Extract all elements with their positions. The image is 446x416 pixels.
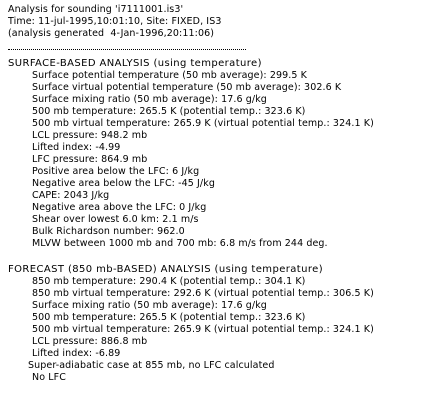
- surface-line: 500 mb virtual temperature: 265.9 K (virtual potential temp.: 324.1 K): [32, 118, 374, 129]
- header-divider: [8, 49, 246, 50]
- surface-line: Surface virtual potential temperature (50 mb average): 302.6 K: [32, 82, 342, 93]
- forecast-line: Lifted index: -6.89: [32, 348, 121, 359]
- surface-line: Negative area below the LFC: -45 J/kg: [32, 178, 215, 189]
- forecast-line: 850 mb temperature: 290.4 K (potential temp.: 304.1 K): [32, 276, 306, 287]
- forecast-line: 500 mb temperature: 265.5 K (potential temp.: 323.6 K): [32, 312, 306, 323]
- forecast-no-lfc: No LFC: [32, 372, 66, 383]
- forecast-line: 500 mb virtual temperature: 265.9 K (virtual potential temp.: 324.1 K): [32, 324, 374, 335]
- report-time-site: Time: 11-jul-1995,10:01:10, Site: FIXED, IS3: [8, 16, 222, 27]
- surface-line: Negative area above the LFC: 0 J/kg: [32, 202, 207, 213]
- surface-line: Bulk Richardson number: 962.0: [32, 226, 185, 237]
- forecast-section-title: FORECAST (850 mb-BASED) ANALYSIS (using temperature): [8, 264, 323, 275]
- forecast-line: 850 mb virtual temperature: 292.6 K (virtual potential temp.: 306.5 K): [32, 288, 374, 299]
- surface-line: 500 mb temperature: 265.5 K (potential temp.: 323.6 K): [32, 106, 306, 117]
- surface-line: LCL pressure: 948.2 mb: [32, 130, 148, 141]
- forecast-line: LCL pressure: 886.8 mb: [32, 336, 148, 347]
- surface-line: Surface mixing ratio (50 mb average): 17.6 g/kg: [32, 94, 267, 105]
- report-title: Analysis for sounding 'i7111001.is3': [8, 4, 184, 15]
- surface-line: Lifted index: -4.99: [32, 142, 121, 153]
- report-generated: (analysis generated 4-Jan-1996,20:11:06): [8, 28, 215, 39]
- surface-line: MLVW between 1000 mb and 700 mb: 6.8 m/s from 244 deg.: [32, 238, 328, 249]
- forecast-line: Surface mixing ratio (50 mb average): 17.6 g/kg: [32, 300, 267, 311]
- surface-line: LFC pressure: 864.9 mb: [32, 154, 148, 165]
- surface-section-title: SURFACE-BASED ANALYSIS (using temperature): [8, 58, 262, 69]
- surface-line: CAPE: 2043 J/kg: [32, 190, 110, 201]
- surface-line: Shear over lowest 6.0 km: 2.1 m/s: [32, 214, 199, 225]
- forecast-note: Super-adiabatic case at 855 mb, no LFC calculated: [28, 360, 275, 371]
- surface-line: Positive area below the LFC: 6 J/kg: [32, 166, 200, 177]
- surface-line: Surface potential temperature (50 mb average): 299.5 K: [32, 70, 308, 81]
